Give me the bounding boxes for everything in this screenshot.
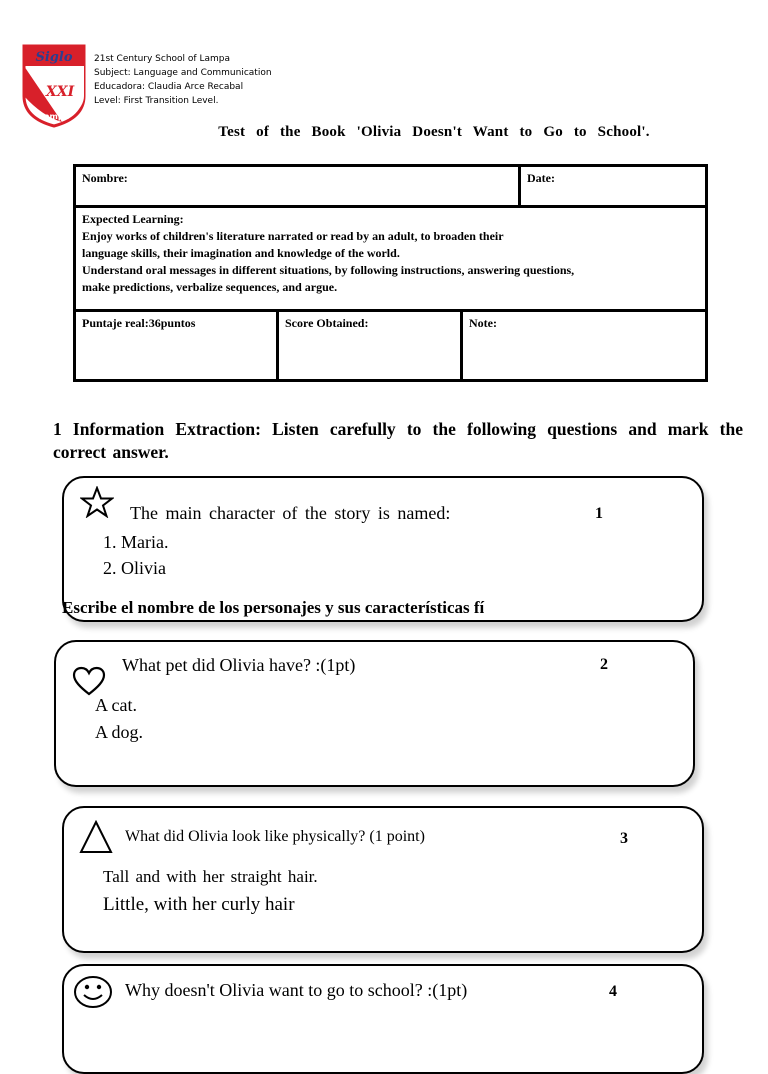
student-info-table <box>73 164 708 382</box>
answer-option[interactable]: Little, with her curly hair <box>103 894 295 915</box>
svg-text:Lampa: Lampa <box>39 112 69 121</box>
score-obtained-field[interactable]: Score Obtained: <box>285 316 369 330</box>
question-number: 4 <box>609 983 617 1000</box>
svg-text:Siglo: Siglo <box>35 50 73 65</box>
real-score-label: Puntaje real:36puntos <box>82 316 196 330</box>
date-field[interactable]: Date: <box>527 171 555 185</box>
question-text: Why doesn't Olivia want to go to school? :(1pt) <box>125 980 468 1000</box>
learning-line: Enjoy works of children's literature narrated or read by an adult, to broaden their <box>82 229 504 243</box>
question-text: What pet did Olivia have? :(1pt) <box>122 655 356 675</box>
level-line: Level: First Transition Level. <box>94 96 219 106</box>
star-icon <box>80 486 114 523</box>
question-number: 1 <box>595 505 603 522</box>
educator-line: Educadora: Claudia Arce Recabal <box>94 82 244 92</box>
smiley-icon <box>73 975 113 1014</box>
note-field[interactable]: Note: <box>469 316 497 330</box>
section-heading: 1 Information Extraction: Listen carefully to the following questions and mark the correct answer. <box>53 419 743 462</box>
answer-option[interactable]: A cat. <box>95 695 137 715</box>
question-number: 3 <box>620 830 628 847</box>
answer-option[interactable]: A dog. <box>95 722 144 742</box>
school-info <box>94 52 272 108</box>
answer-option[interactable]: 2. Olivia <box>103 558 166 578</box>
document-title: Test of the Book 'Olivia Doesn't Want to Go to School'. <box>218 124 650 140</box>
answer-option[interactable]: 1. Maria. <box>103 532 169 552</box>
expected-learning <box>76 207 580 300</box>
school-logo <box>22 44 86 128</box>
instruction-text: Escribe el nombre de los personajes y sus características fí <box>62 598 485 617</box>
question-text: What did Olivia look like physically? (1 point) <box>125 828 425 845</box>
learning-line: language skills, their imagination and knowledge of the world. <box>82 246 400 260</box>
name-field[interactable]: Nombre: <box>82 171 128 185</box>
answer-option[interactable]: Tall and with her straight hair. <box>103 867 318 886</box>
subject-line: Subject: Language and Communication <box>94 68 272 78</box>
school-name: 21st Century School of Lampa <box>94 54 230 64</box>
question-number: 2 <box>600 656 608 673</box>
question-text: The main character of the story is named: <box>130 503 451 523</box>
expected-learning-title: Expected Learning: <box>82 212 184 226</box>
learning-line: Understand oral messages in different situations, by following instructions, answering questions, <box>82 263 575 277</box>
svg-text:XXI: XXI <box>45 84 75 100</box>
triangle-icon <box>79 820 113 859</box>
learning-line: make predictions, verbalize sequences, and argue. <box>82 280 338 294</box>
